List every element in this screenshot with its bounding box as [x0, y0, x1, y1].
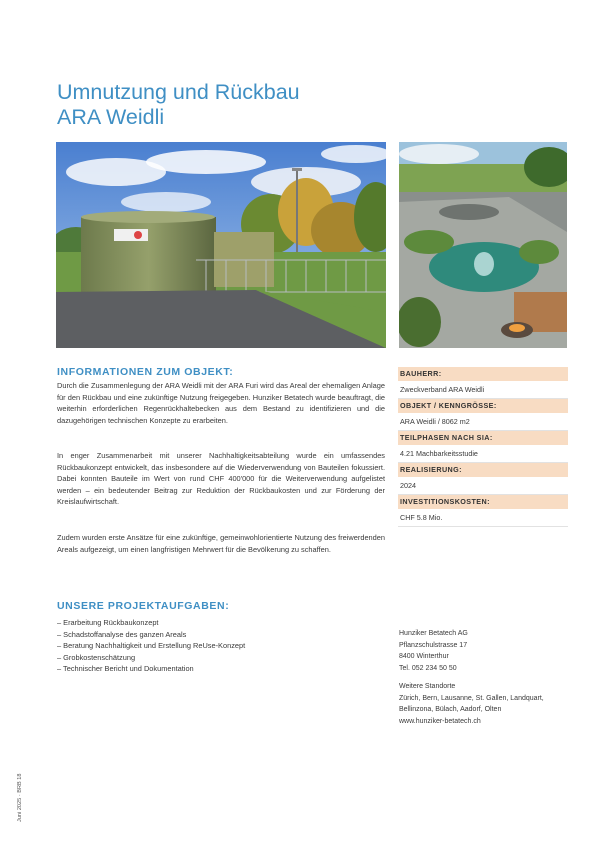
fact-label-object: OBJEKT / KENNGRÖSSE: [398, 399, 568, 413]
fact-label-client: BAUHERR: [398, 367, 568, 381]
website-link[interactable]: www.hunziker-betatech.ch [399, 717, 481, 725]
company-name: Hunziker Betatech AG [399, 630, 468, 637]
fact-label-realization: REALISIERUNG: [398, 463, 568, 477]
list-item: – Grobkostenschätzung [57, 652, 136, 662]
fact-value-investment: CHF 5.8 Mio. [398, 509, 568, 527]
list-item: – Technischer Bericht und Dokumentation [57, 664, 194, 674]
fact-value-phases: 4.21 Machbarkeitsstudie [398, 445, 568, 463]
list-item: – Beratung Nachhaltigkeit und Erstellung ReUse-Konzept [57, 641, 246, 651]
locations-line-1: Zürich, Bern, Lausanne, St. Gallen, Landquart, [399, 694, 544, 702]
contact-block [399, 628, 544, 728]
footer-date-ref: Juni 2025 · BRB 18 [17, 773, 23, 822]
info-heading: INFORMATIONEN ZUM OBJEKT: [57, 366, 234, 378]
page-title [57, 80, 300, 130]
list-item: – Erarbeitung Rückbaukonzept [57, 618, 159, 627]
fact-label-phases: TEILPHASEN NACH SIA: [398, 431, 568, 445]
info-paragraph-1: Durch die Zusammenlegung der ARA Weidli mit der ARA Furi wird das Areal der ehemaligen Anlage für den Rückbau und eine zukünftige Nutzung freigegeben. Hunziker Betatech wurde beauftragt, die weiterhin erforderlichen Regenrückhaltebecken aus dem Bestand zu identifizieren und die dazugehörigen technischen Konzepte zu erarbeiten. [57, 381, 385, 425]
fact-value-object: ARA Weidli / 8062 m2 [398, 413, 568, 431]
info-paragraph-3: Zudem wurden erste Ansätze für eine zukünftige, gemeinwohlorientierte Nutzung des freiwerdenden Areals aufgezeigt, um einen langfristigen Mehrwert für die Bevölkerung zu schaffen. [57, 533, 385, 554]
plant-photo [56, 142, 386, 348]
title-line-2: ARA Weidli [57, 105, 165, 129]
tasks-heading: UNSERE PROJEKTAUFGABEN: [57, 600, 230, 612]
tasks-list [57, 617, 245, 675]
locations-title: Weitere Standorte [399, 682, 456, 690]
locations-line-2: Bellinzona, Bülach, Aadorf, Olten [399, 706, 502, 714]
company-phone[interactable]: Tel. 052 234 50 50 [399, 665, 457, 673]
company-street: Pflanzschulstrasse 17 [399, 641, 468, 649]
fact-label-investment: INVESTITIONSKOSTEN: [398, 495, 568, 509]
company-city: 8400 Winterthur [399, 653, 449, 661]
info-paragraph-2: In enger Zusammenarbeit mit unserer Nachhaltigkeitsabteilung wurde ein umfassendes Rückbaukonzept entwickelt, das insbesondere auf die Wiederverwendung von Bauteilen fokussiert. Dabei konnten Bauteile im Wert von rund CHF 400'000 für die Weiterverwendung aufgelistet werden – ein bedeutender Beitrag zur Reduktion der Rückbaukosten und zur Förderung der Kreislaufwirtschaft. [57, 451, 385, 507]
list-item: – Schadstoffanalyse des ganzen Areals [57, 629, 187, 639]
project-facts [398, 367, 568, 527]
fact-value-realization: 2024 [398, 477, 568, 495]
title-line-1: Umnutzung und Rückbau [57, 80, 300, 104]
concept-rendering [399, 142, 567, 348]
fact-value-client: Zweckverband ARA Weidli [398, 381, 568, 399]
